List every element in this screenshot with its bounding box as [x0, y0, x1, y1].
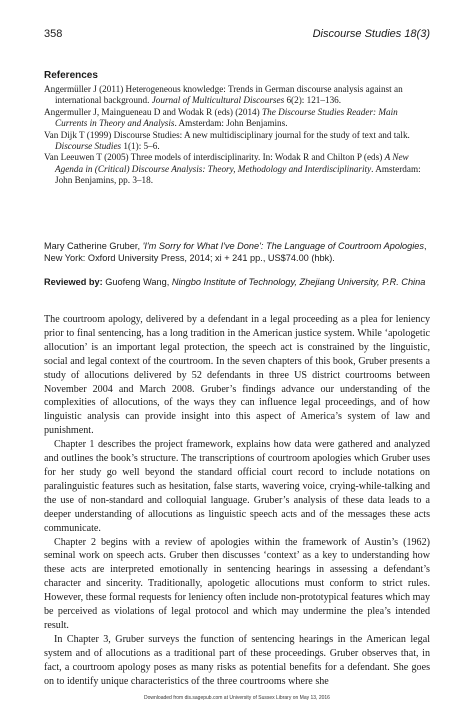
review-body — [44, 313, 430, 688]
reviewer-affiliation: Ningbo Institute of Technology, Zhejiang University, P.R. China — [171, 277, 426, 287]
body-paragraph: Chapter 2 begins with a review of apologies within the framework of Austin’s (1962) seminal work on speech acts. Gruber then discusses ‘context’ as a key to understanding how these acts are interpreted emotionally in sentencing hearings in assessing a defendant’s character and sincerity. Traditionally, apologetic allocutions must conform to strict rules. However, these formal requests for leniency often include non-prototypical features which may be perceived as violations of legal protocol and which may undermine the plea’s intended result. — [44, 536, 430, 631]
body-paragraph: Chapter 1 describes the project framework, explains how data were gathered and analyzed and outlines the book’s structure. The transcriptions of courtroom apologies which Gruber uses for her study go well beyond the standard official court record to include notations on paralinguistic features such as hesitation, false starts, wavering voice, crying-while-talking and the use of non-standard and colloquial language. Gruber’s analysis of these data leads to a deeper understanding of allocutions as linguistic speech acts and of the messages these acts communicate. — [44, 439, 430, 534]
book-citation — [44, 240, 430, 264]
reference-entry: Angermüller J (2011) Heterogeneous knowledge: Trends in German discourse analysis against an international background. Journal of Multicultural Discourses 6(2): 121–136. — [44, 84, 403, 106]
book-author: Mary Catherine Gruber, — [44, 241, 143, 251]
book-details: , New York: Oxford University Press, 2014; xi + 241 pp., US$74.00 (hbk). — [44, 241, 427, 263]
reviewer-line — [44, 276, 430, 288]
body-paragraph: In Chapter 3, Gruber surveys the function of sentencing hearings in the American legal system and of allocutions as a traditional part of these proceedings. Gruber observes that, in fact, a courtroom apology poses as many risks as potential benefits for a defendant. She goes on to identify unique characteristics of the three courtrooms where she — [44, 633, 430, 687]
body-paragraph: The courtroom apology, delivered by a defendant in a legal proceeding as a plea for leniency prior to final sentencing, has a long tradition in the American justice system. While ‘apologetic allocution’ is an important legal protection, the speech act is constrained by the linguistic, social and legal context of the courtroom. In the seven chapters of this book, Gruber presents a study of allocutions delivered by 52 defendants in three US district courtrooms between November 2004 and March 2008. Gruber’s findings advance our understanding of the complexities of allocutions, of the ways they can influence legal proceedings, and of how linguistic analysis can provide insight into this aspect of America’s system of law and punishment. — [44, 314, 430, 437]
reference-entry: Van Dijk T (1999) Discourse Studies: A new multidisciplinary journal for the study of text and talk. Discourse Studies 1(1): 5–6. — [44, 129, 410, 152]
download-footer: Downloaded from dis.sagepub.com at University of Sussex Library on May 13, 2016 — [144, 695, 330, 701]
journal-title: Discourse Studies 18(3) — [312, 28, 430, 40]
reference-list — [44, 84, 430, 187]
running-header — [44, 28, 430, 42]
reference-entry: Van Leeuwen T (2005) Three models of interdisciplinarity. In: Wodak R and Chilton P (eds) A New Agenda in (Critical) Discourse Analysis: Theory, Methodology and Interdisciplinarity. Amsterdam: John Benjamins, pp. 3–18. — [44, 152, 421, 186]
reviewer-name: Guofeng Wang, — [102, 277, 172, 287]
page-number: 358 — [44, 28, 63, 40]
reference-entry: Angermuller J, Maingueneau D and Wodak R (eds) (2014) The Discourse Studies Reader: Main Currents in Theory and Analysis. Amsterdam: John Benjamins. — [44, 106, 398, 129]
book-title: 'I'm Sorry for What I've Done': The Language of Courtroom Apologies — [142, 241, 424, 251]
reviewer-label: Reviewed by: — [44, 277, 103, 287]
references-heading: References — [44, 70, 98, 81]
